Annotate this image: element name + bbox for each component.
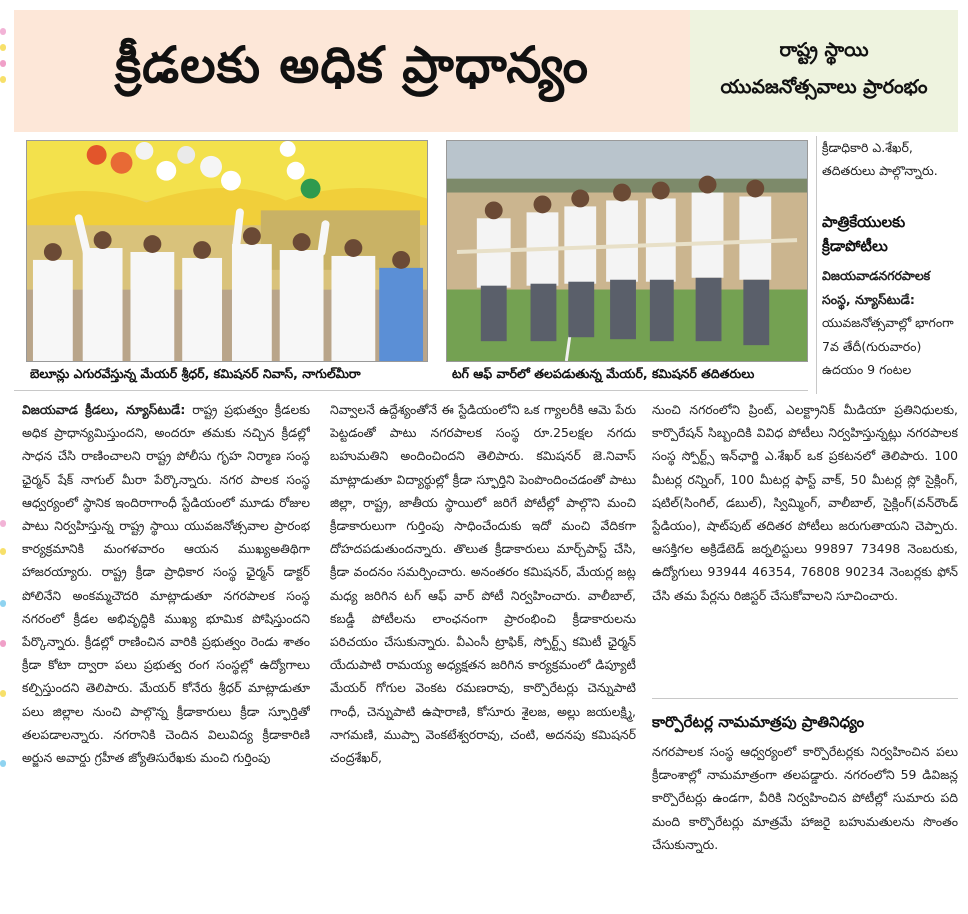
sidebar-top-text: క్రీడాధికారి ఎ.శేఖర్, తదితరులు పాల్గొన్నారు. <box>822 140 938 178</box>
article-lower-section <box>652 740 958 870</box>
subheadline-banner <box>690 10 958 132</box>
article-column-3-text: నుంచి నగరంలోని ప్రింట్, ఎలక్ట్రానిక్ మీడియా ప్రతినిధులకు, కార్పొరేషన్ సిబ్బందికి వివిధ పోటీలు నిర్వహిస్తున్నట్లు నగరపాలక సంస్థ స్పోర్ట్స్ ఇన్‌ఛార్జి ఎ.శేఖర్ ఒక ప్రకటనలో తెలిపారు. 100 మీటర్ల రన్నింగ్, 100 మీటర్ల ఫాస్ట్ వాక్, 50 మీటర్ల స్లో సైక్లింగ్, షటిల్(సింగిల్, డబుల్), స్విమ్మింగ్, వాలీబాల్, సైక్లింగ్(వన్‌రౌండ్ స్టేడియం), షాట్‌పుట్ తదితర పోటీలు జరుగుతాయని చెప్పారు. ఆసక్తిగల అక్రిడేటెడ్ జర్నలిస్టులు 99897 73498 నెంబరుకు, ఉద్యోగులు 93944 46354, 76808 90234 నెంబర్లకు ఫోన్ చేసి తమ పేర్లను రిజిస్టర్ చేసుకోవాలని సూచించారు. <box>652 402 958 603</box>
article-column-3 <box>652 398 958 694</box>
headline-banner <box>14 10 690 132</box>
sidebar-dateline: విజయవాడనగరపాలక సంస్థ, న్యూస్‌టుడే: <box>822 268 931 307</box>
article-column-2-text: నివ్వాలనే ఉద్దేశ్యంతోనే ఈ స్టేడియంలోని ఒక గ్యాలరీకి ఆమె పేరు పెట్టడంతో పాటు నగరపాలక సంస్థ రూ.25లక్షల నగదు బహుమతిని అందించిందని తెలిపారు. కమిషనర్ జె.నివాస్ మాట్లాడుతూ విద్యార్థుల్లో క్రీడా స్ఫూర్తిని పెంపొందించడంతో పాటు జిల్లా, రాష్ట్ర, జాతీయ స్థాయిలో జరిగే పోటీల్లో పాల్గొని మంచి క్రీడాకారులుగా గుర్తింపు సాధించేందుకు ఇదో మంచి వేదికగా దోహదపడుతుందన్నారు. తొలుత క్రీడాకారులు మార్చ్‌పాస్ట్ చేసి, క్రీడా వందనం సమర్పించారు. అనంతరం కమిషనర్, మేయర్ల జట్ల మధ్య జరిగిన టగ్ ఆఫ్ వార్ పోటీ నిర్వహించారు. వాలీబాల్, కబడ్డీ పోటీలను లాంఛనంగా ప్రారంభించి క్రీడాకారులను పరిచయం చేసుకున్నారు. వీఎంసీ ట్రాఫిక్, స్పోర్ట్స్ కమిటీ ఛైర్మన్ యేదుపాటి రామయ్య అధ్యక్షతన జరిగిన కార్యక్రమంలో డిప్యూటీ మేయర్ గోగుల వెంకట రమణరావు, కార్పొరేటర్లు చెన్నుపాటి గాంధీ, చెన్నుపాటి ఉషారాణి, కోసూరు శైలజ, అల్లు జయలక్ష్మి, నాగమణి, ముప్పా వెంకటేశ్వరరావు, చంటి, అదనపు కమిషనర్ చంద్రశేఖర్, <box>330 402 636 766</box>
rule-sidebar <box>816 136 817 394</box>
article-column-2 <box>330 398 636 868</box>
photo-balloon-release <box>26 140 428 362</box>
section-heading-corporators: కార్పొరేటర్ల నామమాత్రపు ప్రాతినిధ్యం <box>652 713 865 731</box>
photo-caption-right: టగ్ ఆఫ్ వార్‌లో తలపడుతున్న మేయర్, కమిషనర్ తదితరులు <box>452 366 755 381</box>
rule-lower-section <box>652 698 958 699</box>
sidebar-section-heading: పాత్రికేయులకు క్రీడాపోటీలు <box>822 213 906 255</box>
page-edge-color-marks <box>0 0 6 914</box>
article-column-1 <box>22 398 310 868</box>
subheadline-line-1: రాష్ట్ర స్థాయి <box>779 39 869 61</box>
photo-balloon-release-image <box>27 141 427 361</box>
subheadline-line-2: యువజనోత్సవాలు ప్రారంభం <box>720 76 928 98</box>
page-title: క్రీడలకు అధిక ప్రాధాన్యం <box>115 35 589 94</box>
article-lower-text: నగరపాలక సంస్థ ఆధ్వర్యంలో కార్పొరేటర్లకు నిర్వహించిన పలు క్రీడాంశాల్లో నామమాత్రంగా తలపడ్డారు. నగరంలోని 59 డివిజన్ల కార్పొరేటర్లు ఉండగా, వీరికి నిర్వహించిన పోటీల్లో సుమారు పది మంది కార్పొరేటర్లు మాత్రమే హాజరై బహుమతులను సొంతం చేసుకున్నారు. <box>652 744 958 852</box>
rule-under-photos <box>14 390 808 391</box>
sidebar-body <box>822 264 960 382</box>
sidebar-body-text: యువజనోత్సవాల్లో భాగంగా 7వ తేదీ(గురువారం) ఉదయం 9 గంటల <box>822 315 954 377</box>
article-dateline: విజయవాడ క్రీడలు, న్యూస్‌టుడే: <box>22 402 186 417</box>
photo-caption-left: బెలూన్లు ఎగురవేస్తున్న మేయర్ శ్రీధర్, కమిషనర్ నివాస్, నాగుల్‌మీరా <box>30 366 361 381</box>
photo-tug-of-war-image <box>447 141 807 361</box>
photo-tug-of-war <box>446 140 808 362</box>
article-column-1-text: రాష్ట్ర ప్రభుత్వం క్రీడలకు అధిక ప్రాధాన్యమిస్తుందని, అందరూ తమకు నచ్చిన క్రీడల్లో సాధన చేసి రాణించాలని రాష్ట్ర పోలీసు గృహ నిర్మాణ సంస్థ ఛైర్మన్ షేక్ నాగుల్ మీరా పేర్కొన్నారు. నగర పాలక సంస్థ ఆధ్వర్యంలో స్థానిక ఇందిరాగాంధీ స్టేడియంలో మూడు రోజుల పాటు నిర్వహిస్తున్న రాష్ట్ర స్థాయి యువజనోత్సవాల ప్రారంభ కార్యక్రమానికి మంగళవారం ఆయన ముఖ్యఅతిథిగా హాజరయ్యారు. రాష్ట్ర క్రీడా ప్రాధికార సంస్థ ఛైర్మన్ డాక్టర్ పోలినేని అంకమ్మచౌదరి మాట్లాడుతూ నగరపాలక సంస్థ నగరంలో క్రీడల అభివృద్ధికి ముఖ్య భూమిక పోషిస్తుందని పేర్కొన్నారు. క్రీడల్లో రాణించిన వారికి ప్రభుత్వం రెండు శాతం క్రీడా కోటా ద్వారా పలు ప్రభుత్వ రంగ సంస్థల్లో ఉద్యోగాలు కల్పిస్తుందని తెలిపారు. మేయర్ కోనేరు శ్రీధర్ మాట్లాడుతూ పలు జిల్లాల నుంచి పాల్గొన్న క్రీడాకారులు క్రీడా స్ఫూర్తితో తలపడాలన్నారు. నగరానికి చెందిన విలువిద్య క్రీడాకారిణి అర్జున అవార్డు గ్రహీత జ్యోతిసురేఖకు మంచి గుర్తింపు <box>22 402 310 766</box>
